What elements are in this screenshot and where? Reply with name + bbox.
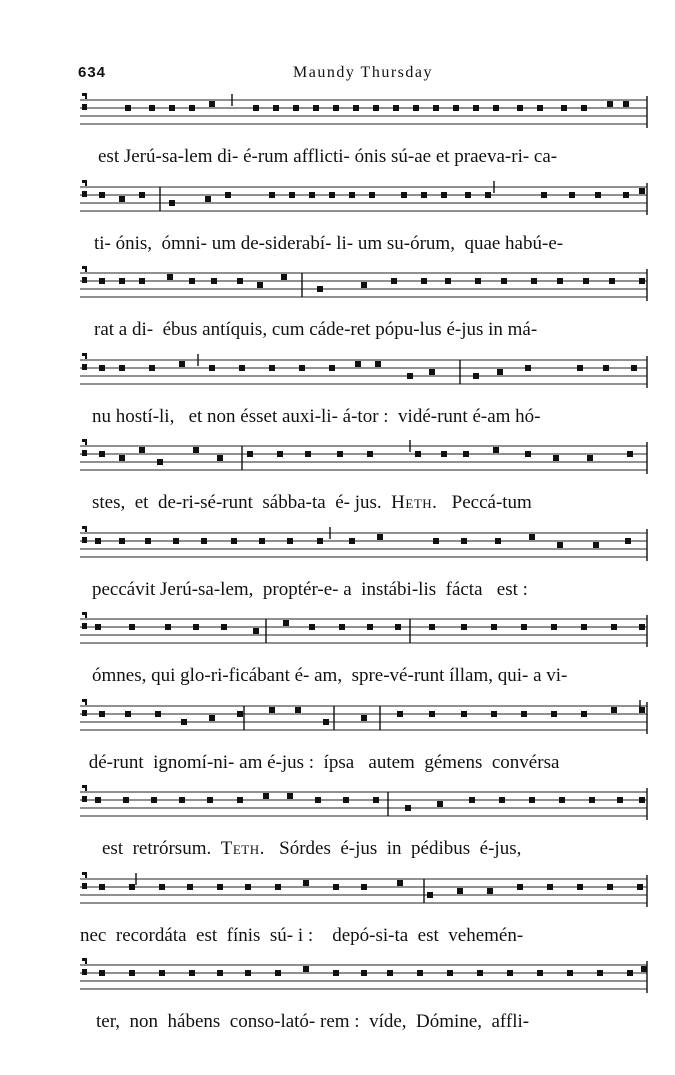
do-clef-icon bbox=[82, 785, 87, 802]
neume-note bbox=[547, 884, 553, 890]
neume-note bbox=[607, 101, 613, 107]
neume-note bbox=[187, 884, 193, 890]
neume-note bbox=[405, 805, 411, 811]
neume-note bbox=[473, 105, 479, 111]
neume-note bbox=[355, 361, 361, 367]
neume-note bbox=[245, 970, 251, 976]
neume-note bbox=[367, 451, 373, 457]
chant-staff bbox=[80, 784, 650, 834]
lyric-line bbox=[80, 750, 654, 776]
neume-note bbox=[189, 278, 195, 284]
neume-note bbox=[477, 970, 483, 976]
neume-note bbox=[211, 278, 217, 284]
neume-note bbox=[429, 369, 435, 375]
chant-system bbox=[80, 265, 650, 349]
lyric-line bbox=[80, 663, 662, 689]
neume-note bbox=[129, 970, 135, 976]
neume-note bbox=[179, 797, 185, 803]
neume-note bbox=[639, 278, 645, 284]
neume-note bbox=[595, 192, 601, 198]
neume-note bbox=[169, 105, 175, 111]
neume-note bbox=[123, 797, 129, 803]
neume-note bbox=[597, 970, 603, 976]
neume-note bbox=[639, 624, 645, 630]
neume-note bbox=[217, 455, 223, 461]
lyric-text: est retrórsum. bbox=[102, 838, 221, 859]
neume-note bbox=[587, 455, 593, 461]
neume-note bbox=[627, 970, 633, 976]
neume-note bbox=[309, 192, 315, 198]
neume-note bbox=[551, 711, 557, 717]
neume-note bbox=[125, 105, 131, 111]
neume-note bbox=[407, 373, 413, 379]
neume-note bbox=[507, 970, 513, 976]
neume-note bbox=[491, 711, 497, 717]
lyric-line bbox=[80, 317, 664, 343]
neume-note bbox=[99, 451, 105, 457]
neume-note bbox=[415, 451, 421, 457]
neume-note bbox=[287, 793, 293, 799]
neume-note bbox=[237, 278, 243, 284]
neume-note bbox=[293, 105, 299, 111]
neume-note bbox=[487, 888, 493, 894]
lyric-text: ómnes, qui glo-ri-ficábant é- am, spre-vé-runt íllam, qui- a vi- bbox=[92, 665, 568, 686]
lyric-line bbox=[80, 490, 662, 516]
neume-note bbox=[239, 365, 245, 371]
chant-system bbox=[80, 525, 650, 609]
neume-note bbox=[209, 101, 215, 107]
lyric-text: ter, non hábens conso-lató- rem : víde, Dómine, affli- bbox=[96, 1011, 530, 1032]
neume-note bbox=[119, 538, 125, 544]
neume-note bbox=[119, 365, 125, 371]
neume-note bbox=[397, 711, 403, 717]
neume-note bbox=[337, 451, 343, 457]
chant-staff bbox=[80, 525, 650, 575]
do-clef-icon bbox=[82, 353, 87, 370]
do-clef-icon bbox=[82, 439, 87, 456]
neume-note bbox=[581, 711, 587, 717]
neume-note bbox=[475, 278, 481, 284]
running-title: Maundy Thursday bbox=[293, 64, 433, 81]
neume-note bbox=[603, 365, 609, 371]
neume-note bbox=[551, 624, 557, 630]
neume-note bbox=[567, 970, 573, 976]
neume-note bbox=[361, 884, 367, 890]
chant-staff bbox=[80, 92, 650, 142]
neume-note bbox=[275, 884, 281, 890]
neume-note bbox=[463, 451, 469, 457]
neume-note bbox=[205, 196, 211, 202]
neume-note bbox=[397, 880, 403, 886]
neume-note bbox=[529, 534, 535, 540]
do-clef-icon bbox=[82, 612, 87, 629]
neume-note bbox=[461, 711, 467, 717]
neume-note bbox=[525, 365, 531, 371]
neume-note bbox=[277, 451, 283, 457]
neume-note bbox=[179, 361, 185, 367]
neume-note bbox=[469, 797, 475, 803]
neume-note bbox=[139, 447, 145, 453]
neume-note bbox=[289, 192, 295, 198]
neume-note bbox=[557, 278, 563, 284]
neume-note bbox=[329, 365, 335, 371]
do-clef-icon bbox=[82, 872, 87, 889]
lyric-line bbox=[80, 577, 662, 603]
neume-note bbox=[181, 719, 187, 725]
hebrew-letter-heading: Heth. bbox=[391, 492, 438, 513]
chant-staff bbox=[80, 179, 650, 229]
neume-note bbox=[317, 538, 323, 544]
neume-note bbox=[119, 455, 125, 461]
neume-note bbox=[557, 542, 563, 548]
lyric-text: Peccá-tum bbox=[437, 492, 532, 513]
neume-note bbox=[269, 192, 275, 198]
neume-note bbox=[95, 797, 101, 803]
neume-note bbox=[377, 534, 383, 540]
neume-note bbox=[313, 105, 319, 111]
neume-note bbox=[617, 797, 623, 803]
neume-note bbox=[245, 884, 251, 890]
neume-note bbox=[427, 892, 433, 898]
neume-note bbox=[149, 365, 155, 371]
neume-note bbox=[517, 884, 523, 890]
neume-note bbox=[209, 365, 215, 371]
hebrew-letter-heading: Teth. bbox=[220, 838, 265, 859]
neume-note bbox=[561, 105, 567, 111]
neume-note bbox=[99, 365, 105, 371]
neume-note bbox=[593, 542, 599, 548]
neume-note bbox=[201, 538, 207, 544]
neume-note bbox=[95, 624, 101, 630]
do-clef-icon bbox=[82, 958, 87, 975]
chant-system bbox=[80, 784, 650, 868]
neume-note bbox=[553, 455, 559, 461]
neume-note bbox=[95, 538, 101, 544]
chant-staff bbox=[80, 352, 650, 402]
neume-note bbox=[445, 278, 451, 284]
neume-note bbox=[99, 192, 105, 198]
neume-note bbox=[139, 192, 145, 198]
neume-note bbox=[607, 884, 613, 890]
chant-staff bbox=[80, 957, 650, 1007]
neume-note bbox=[581, 624, 587, 630]
neume-note bbox=[421, 278, 427, 284]
chant-system bbox=[80, 957, 650, 1041]
neume-note bbox=[329, 192, 335, 198]
chant-system bbox=[80, 871, 650, 955]
neume-note bbox=[387, 970, 393, 976]
neume-note bbox=[421, 192, 427, 198]
neume-note bbox=[333, 884, 339, 890]
neume-note bbox=[209, 715, 215, 721]
neume-note bbox=[637, 884, 643, 890]
neume-note bbox=[393, 105, 399, 111]
neume-note bbox=[253, 105, 259, 111]
neume-note bbox=[189, 970, 195, 976]
neume-note bbox=[521, 624, 527, 630]
neume-note bbox=[497, 369, 503, 375]
do-clef-icon bbox=[82, 526, 87, 543]
neume-note bbox=[367, 624, 373, 630]
neume-note bbox=[433, 538, 439, 544]
neume-note bbox=[343, 797, 349, 803]
neume-note bbox=[373, 105, 379, 111]
neume-note bbox=[495, 538, 501, 544]
neume-note bbox=[99, 970, 105, 976]
neume-note bbox=[237, 711, 243, 717]
neume-note bbox=[391, 278, 397, 284]
neume-note bbox=[529, 797, 535, 803]
neume-note bbox=[493, 105, 499, 111]
neume-note bbox=[263, 793, 269, 799]
neume-note bbox=[457, 888, 463, 894]
neume-note bbox=[189, 105, 195, 111]
lyric-text: stes, et de-ri-sé-runt sábba-ta é- jus. bbox=[92, 492, 392, 513]
lyric-text: Sórdes é-jus in pédibus é-jus, bbox=[264, 838, 522, 859]
neume-note bbox=[525, 451, 531, 457]
neume-note bbox=[315, 797, 321, 803]
neume-note bbox=[149, 105, 155, 111]
neume-note bbox=[99, 711, 105, 717]
neume-note bbox=[269, 707, 275, 713]
neume-note bbox=[465, 192, 471, 198]
neume-note bbox=[303, 966, 309, 972]
chant-staff bbox=[80, 611, 650, 661]
neume-note bbox=[193, 447, 199, 453]
neume-note bbox=[541, 192, 547, 198]
neume-note bbox=[349, 192, 355, 198]
neume-note bbox=[609, 278, 615, 284]
neume-note bbox=[501, 278, 507, 284]
lyric-text: dé-runt ignomí-ni- am é-jus : ípsa autem gémens convérsa bbox=[84, 751, 560, 773]
neume-note bbox=[119, 278, 125, 284]
do-clef-icon bbox=[82, 699, 87, 716]
neume-note bbox=[639, 797, 645, 803]
neume-note bbox=[253, 628, 259, 634]
neume-note bbox=[317, 286, 323, 292]
neume-note bbox=[461, 624, 467, 630]
lyric-line bbox=[80, 404, 662, 430]
lyric-text: ti- ónis, ómni- um de-siderabí- li- um su-órum, quae habú-e- bbox=[94, 232, 564, 254]
neume-note bbox=[349, 538, 355, 544]
neume-note bbox=[375, 361, 381, 367]
neume-note bbox=[99, 278, 105, 284]
chant-system bbox=[80, 611, 650, 695]
neume-note bbox=[299, 365, 305, 371]
neume-note bbox=[145, 538, 151, 544]
neume-note bbox=[247, 451, 253, 457]
neume-note bbox=[493, 447, 499, 453]
neume-note bbox=[217, 970, 223, 976]
neume-note bbox=[437, 801, 443, 807]
neume-note bbox=[275, 970, 281, 976]
neume-note bbox=[295, 707, 301, 713]
neume-note bbox=[207, 797, 213, 803]
lyric-line bbox=[80, 923, 650, 949]
neume-note bbox=[611, 707, 617, 713]
neume-note bbox=[165, 624, 171, 630]
chant-system bbox=[80, 92, 650, 176]
neume-note bbox=[627, 451, 633, 457]
neume-note bbox=[151, 797, 157, 803]
neume-note bbox=[129, 884, 135, 890]
neume-note bbox=[339, 624, 345, 630]
neume-note bbox=[119, 196, 125, 202]
neume-note bbox=[157, 459, 163, 465]
neume-note bbox=[99, 884, 105, 890]
chant-system bbox=[80, 179, 650, 263]
neume-note bbox=[129, 624, 135, 630]
neume-note bbox=[333, 105, 339, 111]
neume-note bbox=[433, 105, 439, 111]
neume-note bbox=[305, 451, 311, 457]
neume-note bbox=[323, 719, 329, 725]
neume-note bbox=[577, 365, 583, 371]
neume-note bbox=[353, 105, 359, 111]
neume-note bbox=[361, 715, 367, 721]
lyric-text: est Jerú-sa-lem di- é-rum afflicti- ónis sú-ae et praeva-ri- ca- bbox=[98, 146, 558, 167]
neume-note bbox=[169, 200, 175, 206]
neume-note bbox=[491, 624, 497, 630]
lyric-line bbox=[80, 836, 672, 862]
neume-note bbox=[631, 365, 637, 371]
neume-note bbox=[583, 278, 589, 284]
neume-note bbox=[159, 970, 165, 976]
neume-note bbox=[395, 624, 401, 630]
neume-note bbox=[589, 797, 595, 803]
lyric-line bbox=[80, 1009, 666, 1035]
chant-system bbox=[80, 438, 650, 522]
neume-note bbox=[167, 274, 173, 280]
neume-note bbox=[361, 970, 367, 976]
neume-note bbox=[173, 538, 179, 544]
neume-note bbox=[559, 797, 565, 803]
neume-note bbox=[413, 105, 419, 111]
neume-note bbox=[417, 970, 423, 976]
neume-note bbox=[623, 101, 629, 107]
neume-note bbox=[125, 711, 131, 717]
lyric-line bbox=[80, 144, 668, 170]
lyric-line bbox=[80, 231, 664, 257]
chant-staff bbox=[80, 871, 650, 921]
neume-note bbox=[281, 274, 287, 280]
neume-note bbox=[485, 192, 491, 198]
neume-note bbox=[453, 105, 459, 111]
neume-note bbox=[401, 192, 407, 198]
do-clef-icon bbox=[82, 266, 87, 283]
neume-note bbox=[537, 970, 543, 976]
neume-note bbox=[429, 711, 435, 717]
neume-note bbox=[303, 880, 309, 886]
neume-note bbox=[577, 884, 583, 890]
neume-note bbox=[537, 105, 543, 111]
lyric-text: rat a di- ébus antíquis, cum cáde-ret pópu-lus é-jus in má- bbox=[94, 319, 538, 340]
neume-note bbox=[623, 192, 629, 198]
neume-note bbox=[531, 278, 537, 284]
neume-note bbox=[461, 538, 467, 544]
lyric-text: nec recordáta est fínis sú- i : depó-si-ta est vehemén- bbox=[80, 924, 524, 946]
neume-note bbox=[499, 797, 505, 803]
page-number: 634 bbox=[78, 64, 107, 81]
do-clef-icon bbox=[82, 180, 87, 197]
lyric-text: nu hostí-li, et non ésset auxi-li- á-tor : vidé-runt é-am hó- bbox=[92, 405, 541, 427]
neume-note bbox=[441, 451, 447, 457]
neume-note bbox=[441, 192, 447, 198]
neume-note bbox=[517, 105, 523, 111]
chant-system bbox=[80, 698, 650, 782]
neume-note bbox=[221, 624, 227, 630]
neume-note bbox=[309, 624, 315, 630]
neume-note bbox=[639, 188, 645, 194]
lyric-text: peccávit Jerú-sa-lem, proptér-e- a instábi-lis fácta est : bbox=[92, 578, 528, 600]
neume-note bbox=[641, 966, 647, 972]
neume-note bbox=[259, 538, 265, 544]
neume-note bbox=[447, 970, 453, 976]
neume-note bbox=[193, 624, 199, 630]
neume-note bbox=[473, 373, 479, 379]
do-clef-icon bbox=[82, 93, 87, 110]
chant-staff bbox=[80, 265, 650, 315]
neume-note bbox=[257, 282, 263, 288]
neume-note bbox=[333, 970, 339, 976]
neume-note bbox=[225, 192, 231, 198]
neume-note bbox=[231, 538, 237, 544]
neume-note bbox=[369, 192, 375, 198]
neume-note bbox=[269, 365, 275, 371]
neume-note bbox=[155, 711, 161, 717]
neume-note bbox=[273, 105, 279, 111]
neume-note bbox=[429, 624, 435, 630]
neume-note bbox=[521, 711, 527, 717]
page-header bbox=[78, 60, 648, 86]
chant-staff bbox=[80, 698, 650, 748]
neume-note bbox=[159, 884, 165, 890]
neume-note bbox=[283, 620, 289, 626]
neume-note bbox=[217, 884, 223, 890]
neume-note bbox=[361, 282, 367, 288]
chant-system bbox=[80, 352, 650, 436]
neume-note bbox=[373, 797, 379, 803]
neume-note bbox=[287, 538, 293, 544]
neume-note bbox=[581, 105, 587, 111]
neume-note bbox=[569, 192, 575, 198]
neume-note bbox=[611, 624, 617, 630]
neume-note bbox=[139, 278, 145, 284]
chant-staff bbox=[80, 438, 650, 488]
neume-note bbox=[237, 797, 243, 803]
neume-note bbox=[625, 538, 631, 544]
